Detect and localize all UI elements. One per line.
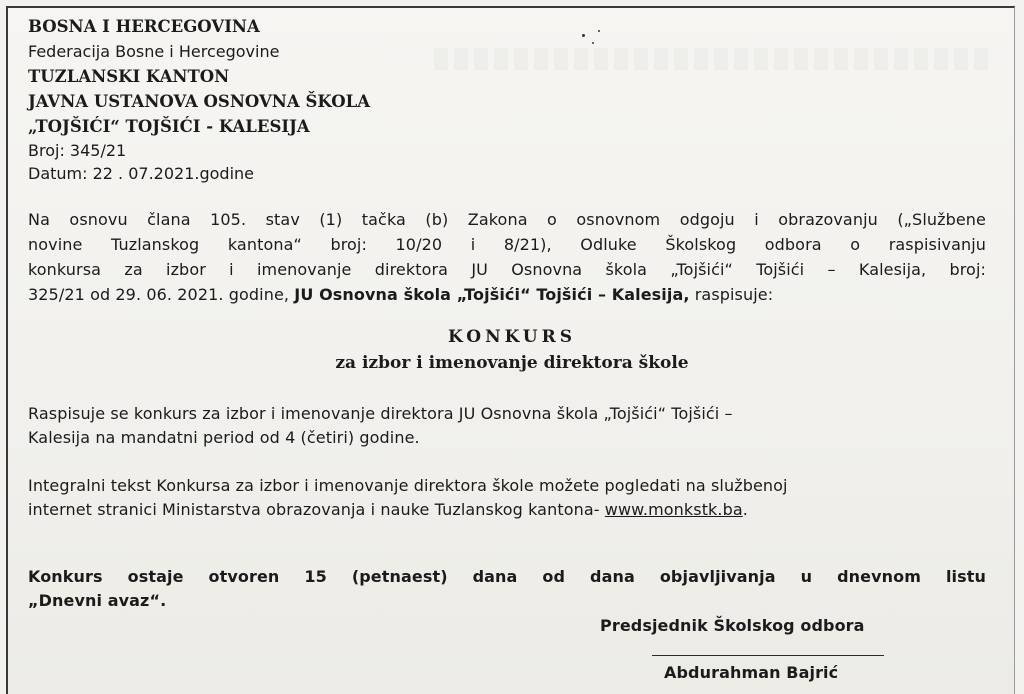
- intro-line-4-bold: JU Osnovna škola „Tojšići“ Tojšići – Kalesija,: [294, 285, 690, 304]
- print-speck: [582, 34, 585, 37]
- konkurs-subtitle: za izbor i imenovanje direktora škole: [335, 353, 689, 373]
- document-number: Broj: 345/21: [28, 141, 127, 160]
- closing-line-2: „Dnevni avaz“.: [28, 591, 167, 610]
- para1-line-1: Raspisuje se konkurs za izbor i imenovanje direktora JU Osnovna škola „Tojšići“ Tojšići –: [28, 404, 733, 423]
- header-canton: TUZLANSKI KANTON: [28, 67, 230, 86]
- bleed-through-texture: [434, 48, 994, 70]
- intro-line-4-end: raspisuje:: [689, 285, 774, 304]
- document-date: Datum: 22 . 07.2021.godine: [28, 164, 254, 183]
- ministry-website-link[interactable]: www.monkstk.ba: [604, 500, 743, 519]
- closing-line-1: Konkurs ostaje otvoren 15 (petnaest) dana od dana objavljivanja u dnevnom listu: [28, 567, 986, 586]
- para2-line-2-start: internet stranici Ministarstva obrazovanja i nauke Tuzlanskog kantona-: [28, 500, 605, 519]
- para2-line-1: Integralni tekst Konkursa za izbor i imenovanje direktora škole možete pogledati na službenoj: [28, 476, 788, 495]
- header-federation: Federacija Bosne i Hercegovine: [28, 42, 280, 61]
- print-speck: [598, 30, 600, 32]
- intro-line-3: konkursa za izbor i imenovanje direktora JU Osnovna škola „Tojšići“ Tojšići – Kalesija, broj:: [28, 260, 986, 279]
- para1-line-2: Kalesija na mandatni period od 4 (četiri) godine.: [28, 428, 420, 447]
- para2-line-2: [28, 500, 748, 519]
- signature-role: Predsjednik Školskog odbora: [600, 616, 865, 635]
- intro-line-4: [28, 285, 773, 304]
- intro-line-4-start: 325/21 od 29. 06. 2021. godine,: [28, 285, 295, 304]
- header-country: BOSNA I HERCEGOVINA: [28, 17, 260, 36]
- intro-line-2: novine Tuzlanskog kantona“ broj: 10/20 i 8/21), Odluke Školskog odbora o raspisivanju: [28, 235, 986, 254]
- para2-line-2-end: .: [742, 500, 748, 519]
- konkurs-title: KONKURS: [447, 327, 577, 347]
- intro-line-1: Na osnovu člana 105. stav (1) tačka (b) Zakona o osnovnom odgoju i obrazovanju („Službene: [28, 210, 986, 229]
- signature-name: Abdurahman Bajrić: [664, 663, 839, 682]
- header-institution: JAVNA USTANOVA OSNOVNA ŠKOLA: [28, 92, 371, 111]
- signature-line: [652, 655, 884, 656]
- header-school: „TOJŠIĆI“ TOJŠIĆI - KALESIJA: [28, 117, 310, 136]
- print-speck: [592, 42, 594, 44]
